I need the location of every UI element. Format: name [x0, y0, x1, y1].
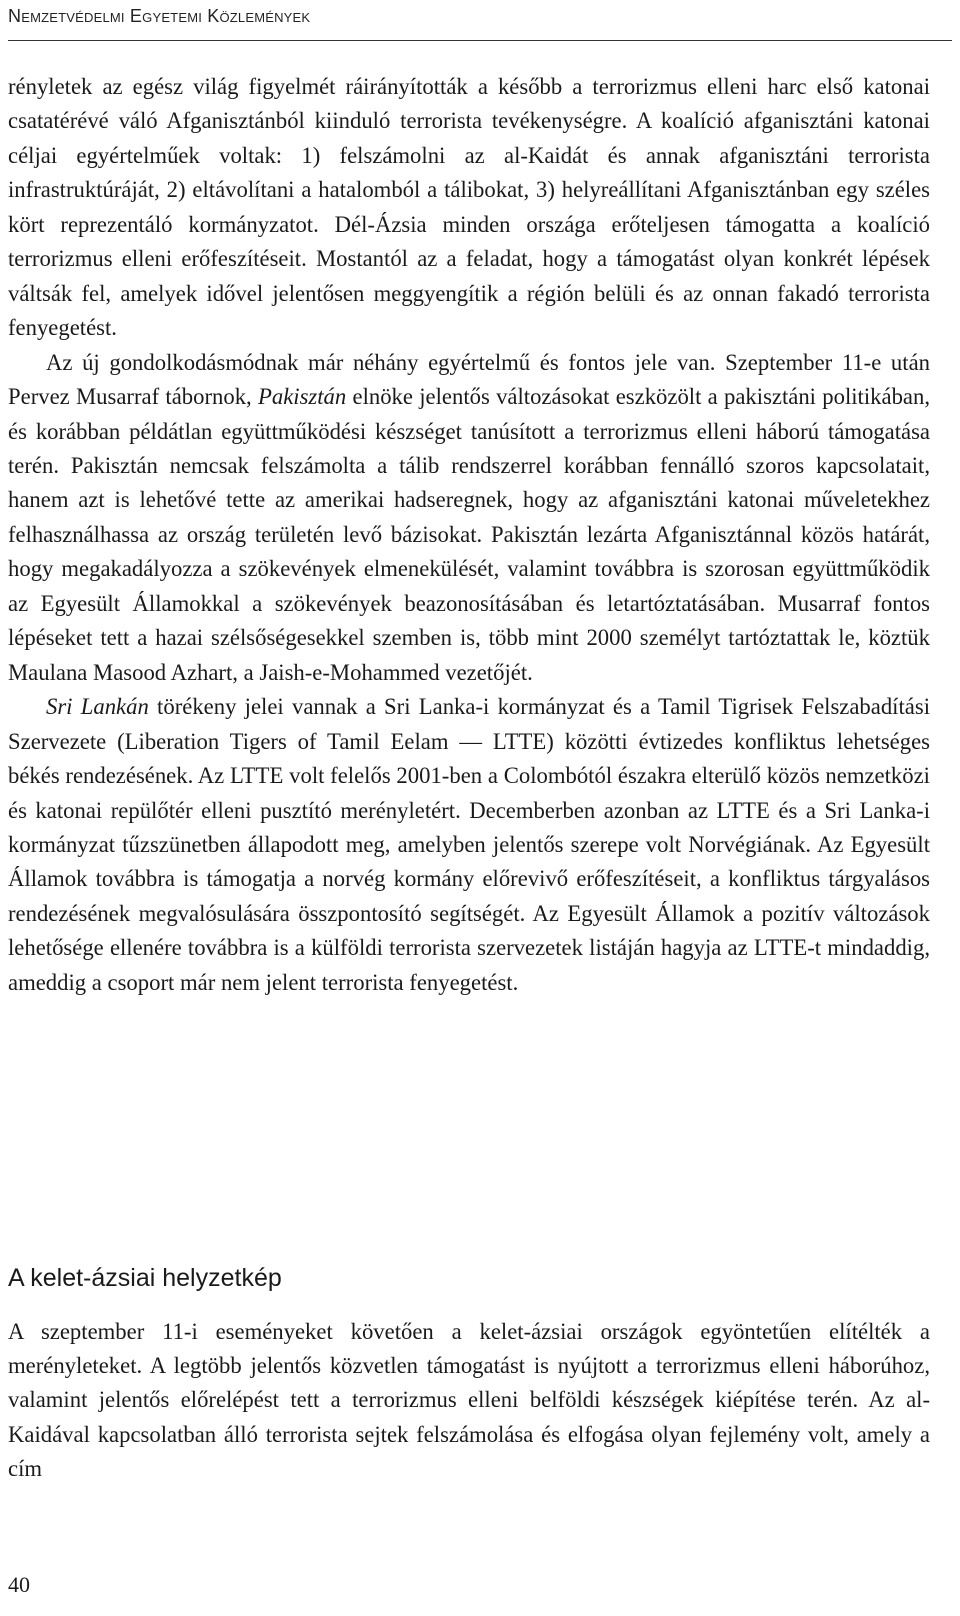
paragraph-3: [8, 690, 930, 1000]
section-paragraph-1: A szeptember 11-i eseményeket követően a kelet-ázsiai országok egyöntetűen elítélték a merényleteket. A legtöbb jelentős közvetlen támogatást is nyújtott a terrorizmus elleni háborúhoz, valamint jelentős előrelépést tett a terrorizmus elleni belföldi készségek kiépítése terén. Az al-Kaidával kapcsolatban álló terrorista sejtek felszámolása és elfogása olyan fejlemény volt, amely a cím: [8, 1319, 930, 1481]
running-header: Nemzetvédelmi Egyetemi Közlemények: [8, 6, 311, 26]
section-heading: A kelet-ázsiai helyzetkép: [8, 1264, 282, 1292]
paragraph-2-text-a: Az új gondolkodásmódnak már néhány egyértelmű és fontos jele van. Szeptember 11-e után Pervez Musarraf tábornok,: [8, 349, 930, 410]
paragraph-3-text: törékeny jelei vannak a Sri Lanka-i kormányzat és a Tamil Tigrisek Felszabadítási Szervezete (Liberation Tigers of Tamil Eelam — LTTE) közötti évtizedes konfliktus lehetséges békés rendezésének. Az LTTE volt felelős 2001-ben a Colombótól északra elterülő közös nemzetközi és katonai repülőtér elleni pusztító merényletért. Decemberben azonban az LTTE és a Sri Lanka-i kormányzat tűzszünetben állapodott meg, amelyben jelentős szerepe volt Norvégiának. Az Egyesült Államok továbbra is támogatja a norvég kormány előrevivő erőfeszítéseit, a konfliktus tárgyalásos rendezésének megvalósulására összpontosító segítségét. Az Egyesült Államok a pozitív változások lehetősége ellenére továbbra is a külföldi terrorista szervezetek listáján hagyja az LTTE-t mindaddig, ameddig a csoport már nem jelent terrorista fenyegetést.: [8, 694, 930, 995]
paragraph-2-text-b: elnöke jelentős változásokat eszközölt a pakisztáni politikában, és korábban példátlan együttműködési készséget tanúsított a terrorizmus elleni háború támogatása terén. Pakisztán nemcsak felszámolta a tálib rendszerrel korábban fennálló szoros kapcsolatait, hanem azt is lehetővé tette az amerikai hadseregnek, hogy az afganisztáni katonai műveletekhez felhasználhassa az ország területén levő bázisokat. Pakisztán lezárta Afganisztánnal közös határát, hogy megakadályozza a szökevények elmenekülését, valamint továbbra is szorosan együttműködik az Egyesült Államokkal a szökevények beazonosításában és letartóztatásában. Musarraf fontos lépéseket tett a hazai szélsőségesekkel szemben is, több mint 2000 személyt tartóztattak le, köztük Maulana Masood Azhart, a Jaish-e-Mohammed vezetőjét.: [8, 384, 930, 685]
header-rule: [8, 40, 952, 41]
article-body: [8, 70, 930, 1000]
page-number: 40: [8, 1572, 30, 1597]
paragraph-2-emphasis: Pakisztán: [258, 384, 347, 410]
paragraph-2: [8, 346, 930, 691]
paragraph-3-emphasis: Sri Lankán: [46, 694, 149, 720]
section-body: [8, 1315, 930, 1486]
paragraph-1: rényletek az egész világ figyelmét ráirányították a később a terrorizmus elleni harc első katonai csatatérévé váló Afganisztánból kiinduló terrorista tevékenységre. A koalíció afganisztáni katonai céljai egyértelműek voltak: 1) felszámolni az al-Kaidát és annak afganisztáni terrorista infrastruktúráját, 2) eltávolítani a hatalomból a tálibokat, 3) helyreállítani Afganisztánban egy széles kört reprezentáló kormányzatot. Dél-Ázsia minden országa erőteljesen támogatta a koalíció terrorizmus elleni erőfeszítéseit. Mostantól az a feladat, hogy a támogatást olyan konkrét lépések váltsák fel, amelyek idővel jelentősen meggyengítik a régión belüli és az onnan fakadó terrorista fenyegetést.: [8, 74, 930, 341]
